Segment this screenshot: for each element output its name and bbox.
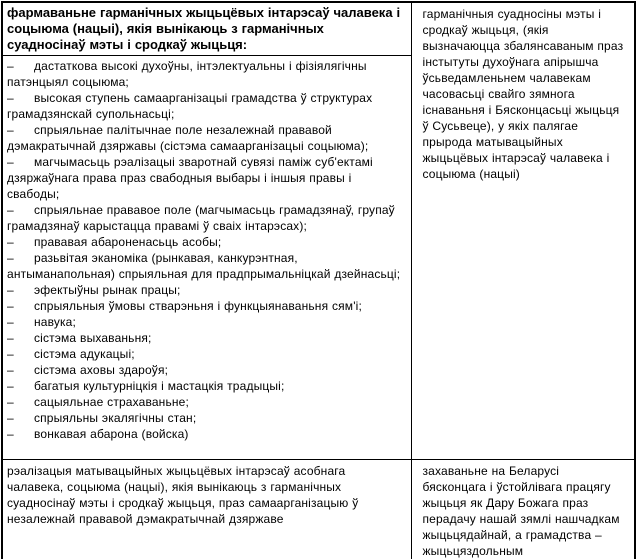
list-item-text: навука; bbox=[34, 315, 76, 329]
table-row bbox=[2, 460, 635, 559]
list-cell bbox=[2, 56, 411, 460]
list-item bbox=[7, 250, 406, 282]
content-table bbox=[1, 1, 636, 559]
list-item bbox=[7, 330, 406, 346]
list-item-text: спрыяльнае прававое поле (магчымасьць грамадзянаў, групаў грамадзянаў карыстацца правамі ў сваіх інтарэсах); bbox=[7, 203, 395, 233]
header-text: фармаваньне гарманічных жыцьцёвых інтарэсаў чалавека і соцыюма (нацыі), якія вынікаюць з гарманічных суадносінаў мэты і сродкаў жыцьця: bbox=[7, 5, 401, 52]
dash-bullet-icon: – bbox=[7, 411, 14, 425]
right-top-text: гарманічныя суадносіны мэты і сродкаў жыцьця, (якія вызначаюцца збалянсаваным праз інстытуты духоўнага апірышча ўсьведамленьнем чалавекам часовасьці свайго зямнога існаваньня і Бясконцасьці жыцьця ў Сусьвеце), у якіх палягае прырода матывацыйных жыцьцёвых інтарэсаў чалавека і соцыюма (нацыі) bbox=[422, 7, 624, 181]
list-item bbox=[7, 394, 406, 410]
dash-bullet-icon: – bbox=[7, 427, 14, 441]
bottom-left-text: рэалізацыя матывацыйных жыцьцёвых інтарэсаў асобнага чалавека, соцыюма (нацыі), якія вынікаюць з гарманічных суадносінаў мэты і сродкаў жыцьця, праз самаарганізацыю ў незалежнай прававой дэмакратычнай дзяржаве bbox=[7, 464, 359, 526]
dash-bullet-icon: – bbox=[7, 347, 14, 361]
list-item bbox=[7, 426, 406, 442]
dash-bullet-icon: – bbox=[7, 283, 14, 297]
dash-list bbox=[7, 58, 406, 442]
list-item-text: сістэма выхаваньня; bbox=[34, 331, 152, 345]
list-item bbox=[7, 314, 406, 330]
dash-bullet-icon: – bbox=[7, 155, 14, 169]
dash-bullet-icon: – bbox=[7, 363, 14, 377]
dash-bullet-icon: – bbox=[7, 203, 14, 217]
dash-bullet-icon: – bbox=[7, 235, 14, 249]
list-item-text: разьвітая эканоміка (рынкавая, канкурэнтная, антыманапольная) спрыяльная для прадпрымальніцкай дзейнасьці; bbox=[7, 251, 401, 281]
list-item-text: высокая ступень самаарганізацыі грамадства ў структурах грамадзянскай супольнасьці; bbox=[7, 91, 373, 121]
list-item bbox=[7, 234, 406, 250]
list-item-text: сацыяльнае страхаваньне; bbox=[34, 395, 189, 409]
right-top-cell bbox=[411, 2, 635, 460]
bottom-left-cell bbox=[2, 460, 411, 559]
list-item bbox=[7, 378, 406, 394]
bottom-right-text: захаваньне на Беларусі бясконцага і ўстойлівага працягу жыцьця як Дару Божага праз перадачу нашай зямлі нашчадкам жыцьцядайнай, а грамадства – жыцьцяздольным bbox=[422, 464, 620, 558]
list-item bbox=[7, 58, 406, 90]
list-item bbox=[7, 298, 406, 314]
list-item-text: сістэма аховы здароўя; bbox=[34, 363, 169, 377]
list-item-text: спрыяльныя ўмовы стварэньня і функцыянаваньня сям'і; bbox=[34, 299, 362, 313]
list-item bbox=[7, 90, 406, 122]
dash-bullet-icon: – bbox=[7, 331, 14, 345]
dash-bullet-icon: – bbox=[7, 299, 14, 313]
dash-bullet-icon: – bbox=[7, 123, 14, 137]
list-item bbox=[7, 410, 406, 426]
list-item-text: магчымасьць рэалізацыі зваротнай сувязі паміж суб'ектамі дзяржаўнага права праз свабодныя выбары і іншыя правы і свабоды; bbox=[7, 155, 373, 201]
dash-bullet-icon: – bbox=[7, 251, 14, 265]
list-item-text: дастаткова высокі духоўны, інтэлектуальны і фізіялягічны патэнцыял соцыюма; bbox=[7, 59, 367, 89]
list-item-text: багатыя культурніцкія і мастацкія традыцыі; bbox=[34, 379, 285, 393]
dash-bullet-icon: – bbox=[7, 379, 14, 393]
bottom-right-cell bbox=[411, 460, 635, 559]
table-row bbox=[2, 2, 635, 56]
list-item bbox=[7, 282, 406, 298]
list-item-text: спрыяльнае палітычнае поле незалежнай прававой дэмакратычнай дзяржавы (сістэма самаарганізацыі соцыюма); bbox=[7, 123, 369, 153]
list-item bbox=[7, 122, 406, 154]
list-item-text: сістэма адукацыі; bbox=[34, 347, 135, 361]
list-item-text: вонкавая абарона (войска) bbox=[34, 427, 189, 441]
dash-bullet-icon: – bbox=[7, 59, 14, 73]
dash-bullet-icon: – bbox=[7, 91, 14, 105]
list-item-text: прававая абароненасьць асобы; bbox=[34, 235, 222, 249]
list-item bbox=[7, 346, 406, 362]
list-item-text: эфектыўны рынак працы; bbox=[34, 283, 181, 297]
dash-bullet-icon: – bbox=[7, 315, 14, 329]
list-item-text: спрыяльны экалягічны стан; bbox=[34, 411, 197, 425]
header-cell bbox=[2, 2, 411, 56]
list-item bbox=[7, 154, 406, 202]
list-item bbox=[7, 202, 406, 234]
list-item bbox=[7, 362, 406, 378]
dash-bullet-icon: – bbox=[7, 395, 14, 409]
